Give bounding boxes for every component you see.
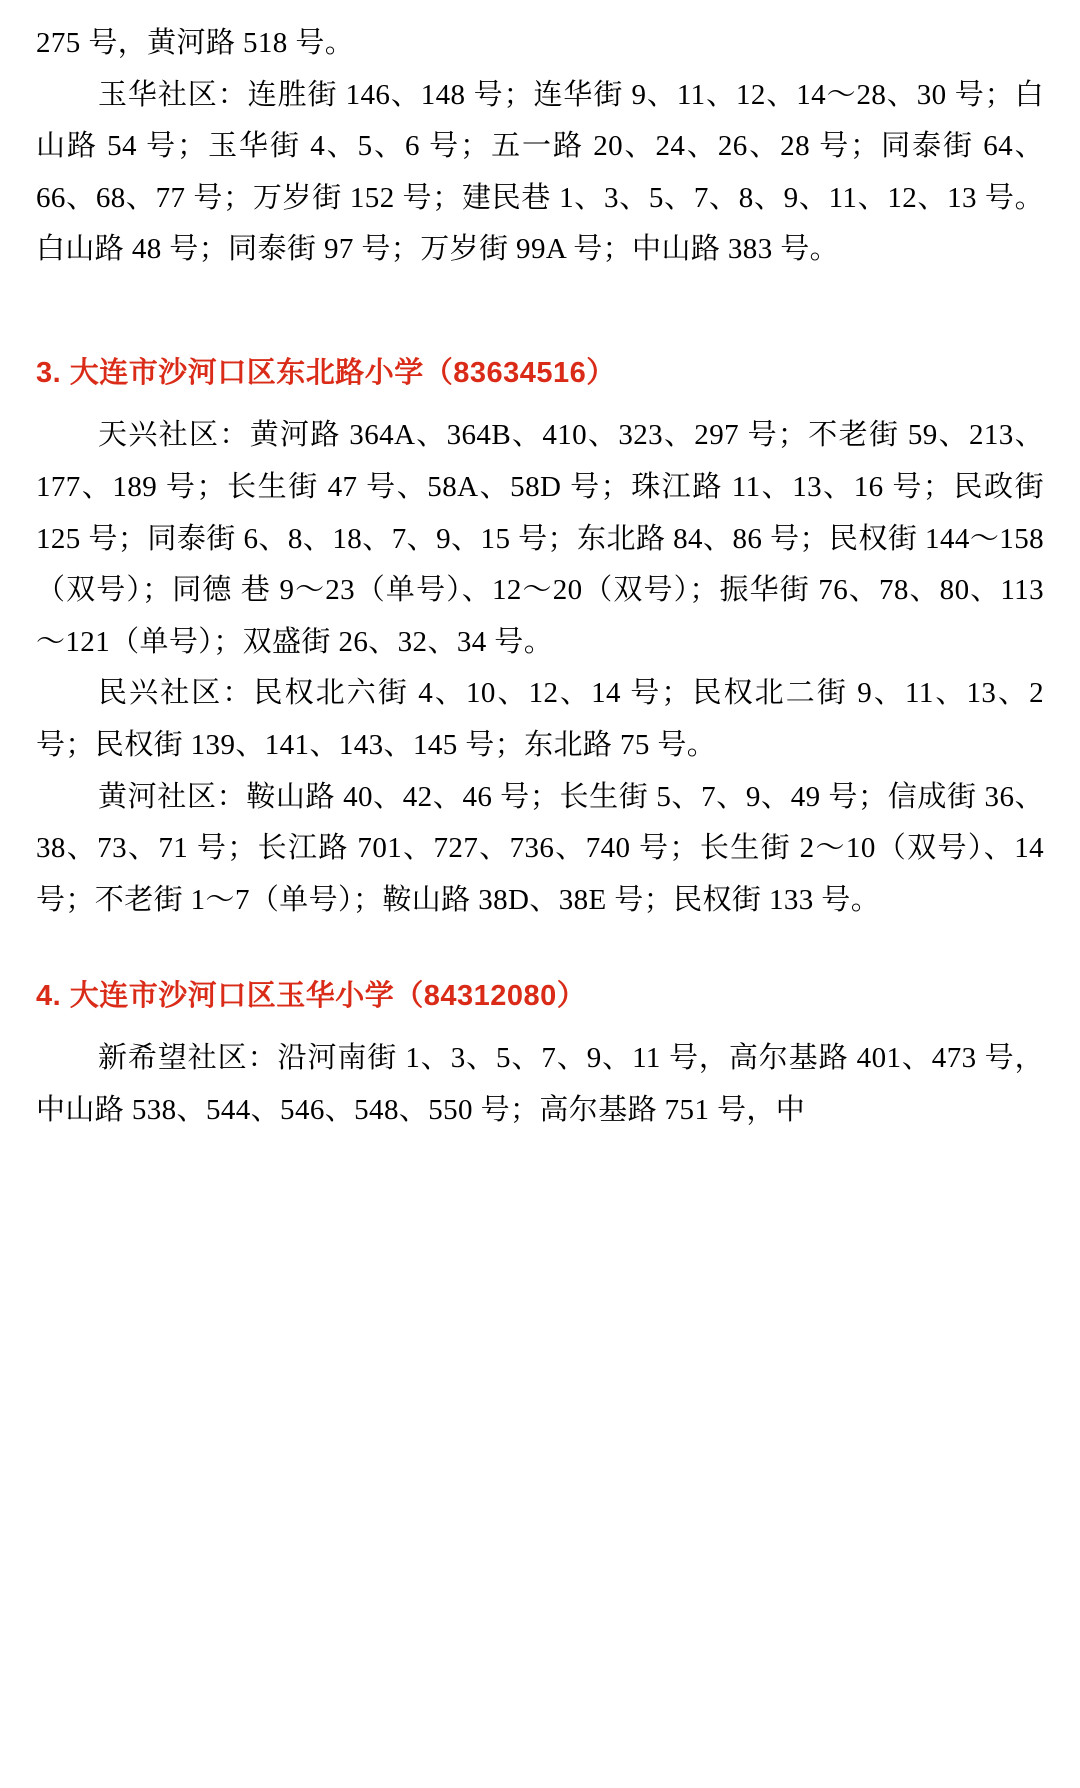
paragraph-huanghe-community: 黄河社区：鞍山路 40、42、46 号；长生街 5、7、9、49 号；信成街 36、38、73、71 号；长江路 701、727、736、740 号；长生街 2～10（双号）、14 号；不老街 1～7（单号）；鞍山路 38D、38E 号；民权街 133 号。 bbox=[36, 780, 1044, 916]
paragraph-continued-top: 275 号，黄河路 518 号。 bbox=[36, 27, 355, 59]
heading-school-4: 4. 大连市沙河口区玉华小学（84312080） bbox=[36, 979, 587, 1012]
paragraph-xinxiwang-community: 新希望社区：沿河南街 1、3、5、7、9、11 号，高尔基路 401、473 号，中山路 538、544、546、548、550 号；高尔基路 751 号，中 bbox=[36, 1041, 1044, 1126]
spacer bbox=[36, 1019, 1044, 1033]
spacer bbox=[36, 927, 1044, 973]
spacer bbox=[36, 396, 1044, 410]
heading-school-3: 3. 大连市沙河口区东北路小学（83634516） bbox=[36, 357, 616, 390]
spacer bbox=[36, 276, 1044, 350]
paragraph-tianxing-community: 天兴社区：黄河路 364A、364B、410、323、297 号；不老街 59、213、177、189 号；长生街 47 号、58A、58D 号；珠江路 11、13、16 号；民政街 125 号；同泰街 6、8、18、7、9、15 号；东北路 84、86 号；民权街 144～158（双号）；同德 巷 9～23（单号）、12～20（双号）；振华街 76、78、80、113～121（单号）；双盛街 26、32、34 号。 bbox=[36, 419, 1044, 658]
paragraph-minxing-community: 民兴社区：民权北六街 4、10、12、14 号；民权北二街 9、11、13、2 号；民权街 139、141、143、145 号；东北路 75 号。 bbox=[36, 677, 1044, 762]
paragraph-yuhua-community: 玉华社区：连胜街 146、148 号；连华街 9、11、12、14～28、30 号；白山路 54 号；玉华街 4、5、6 号；五一路 20、24、26、28 号；同泰街 64、66、68、77 号；万岁街 152 号；建民巷 1、3、5、7、8、9、11、12、13 号。白山路 48 号；同泰街 97 号；万岁街 99A 号；中山路 383 号。 bbox=[36, 78, 1044, 266]
